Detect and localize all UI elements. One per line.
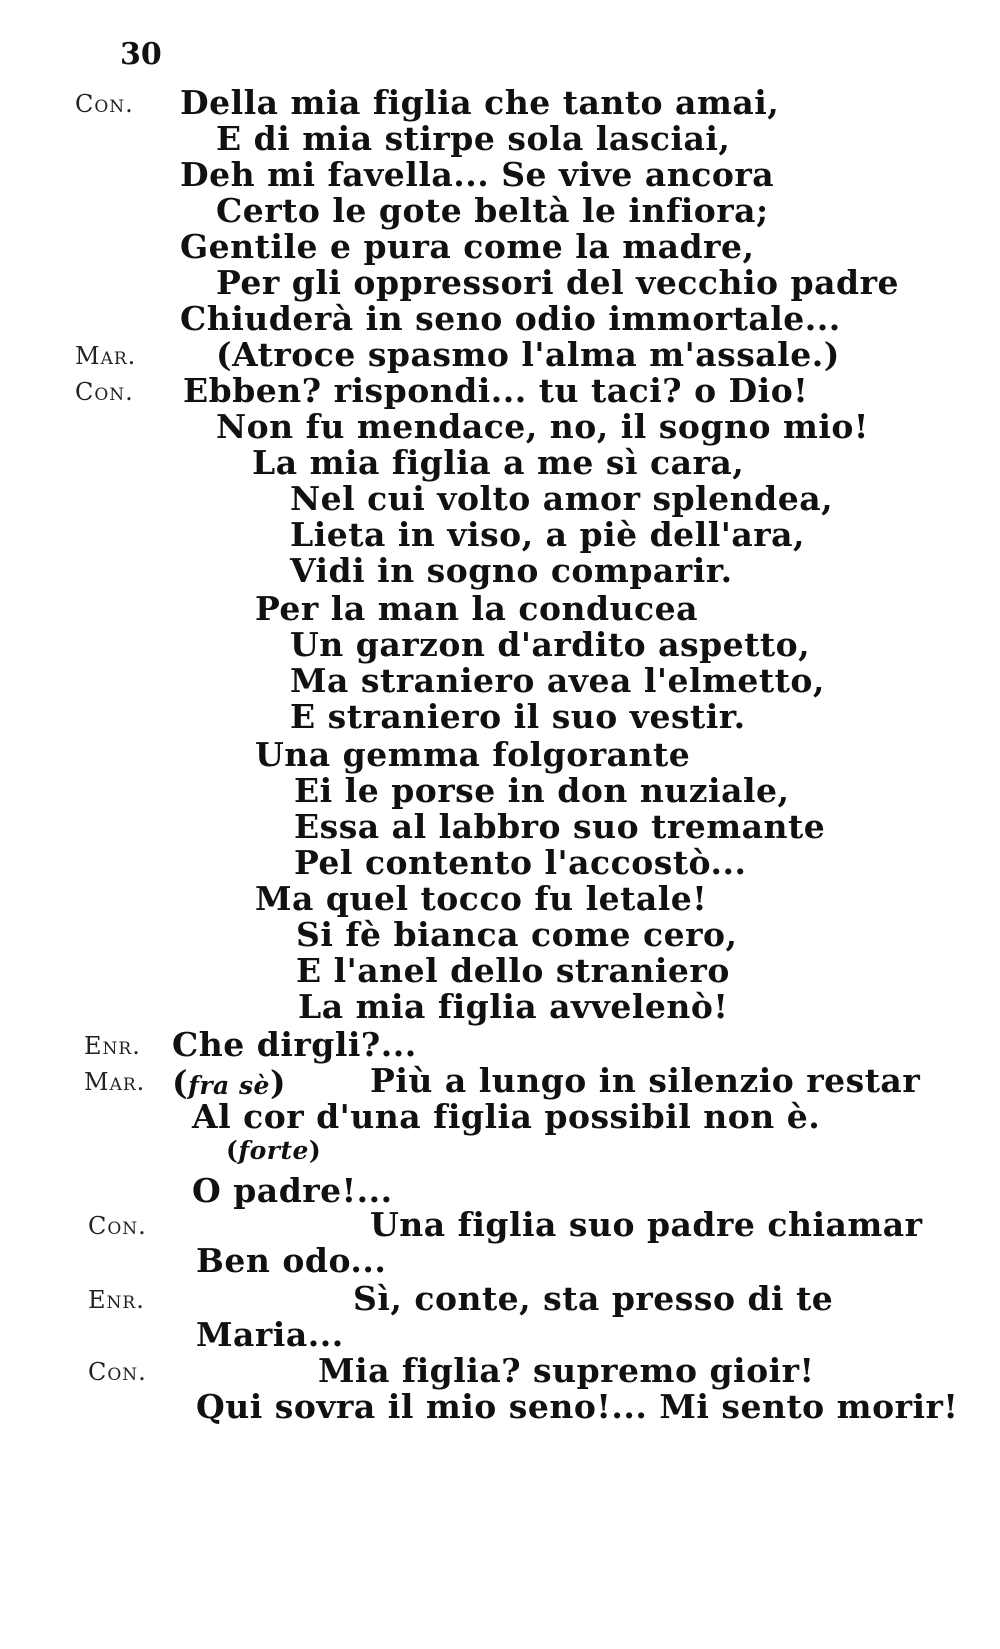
verse-line: O padre!... bbox=[192, 1171, 393, 1210]
verse-line: Sì, conte, sta presso di te bbox=[353, 1279, 834, 1318]
verse-line: Mia figlia? supremo gioir! bbox=[318, 1351, 815, 1390]
verse-line: Un garzon d'ardito aspetto, bbox=[290, 625, 811, 664]
verse-line: Più a lungo in silenzio restar bbox=[370, 1061, 921, 1100]
verse-line: Certo le gote beltà le infiora; bbox=[216, 191, 769, 230]
verse-line: Chiuderà in seno odio immortale... bbox=[180, 299, 841, 338]
verse-line: Lieta in viso, a piè dell'ara, bbox=[290, 515, 805, 554]
verse-line: Che dirgli?... bbox=[172, 1025, 417, 1064]
verse-line: E l'anel dello straniero bbox=[296, 951, 730, 990]
stage-direction-text: forte bbox=[238, 1136, 309, 1165]
speaker-con: Con. bbox=[88, 1358, 147, 1386]
verse-line: (Atroce spasmo l'alma m'assale.) bbox=[216, 335, 840, 374]
verse-line: Ben odo... bbox=[196, 1241, 387, 1280]
speaker-con: Con. bbox=[75, 90, 134, 118]
verse-line: Vidi in sogno comparir. bbox=[290, 551, 733, 590]
verse-line: Una gemma folgorante bbox=[255, 735, 691, 774]
verse-line: Deh mi favella... Se vive ancora bbox=[180, 155, 775, 194]
verse-line: Non fu mendace, no, il sogno mio! bbox=[216, 407, 869, 446]
verse-line: Ma quel tocco fu letale! bbox=[255, 879, 708, 918]
verse-line: La mia figlia avvelenò! bbox=[298, 987, 729, 1026]
verse-line: Qui sovra il mio seno!... Mi sento morir! bbox=[196, 1387, 959, 1426]
verse-line: Per gli oppressori del vecchio padre bbox=[216, 263, 899, 302]
page-number: 30 bbox=[120, 37, 162, 72]
speaker-mar: Mar. bbox=[84, 1068, 146, 1096]
verse-line: La mia figlia a me sì cara, bbox=[252, 443, 745, 482]
verse-line: Si fè bianca come cero, bbox=[296, 915, 738, 954]
verse-line: Una figlia suo padre chiamar bbox=[370, 1205, 923, 1244]
speaker-enr: Enr. bbox=[84, 1032, 141, 1060]
speaker-con: Con. bbox=[75, 378, 134, 406]
verse-line: Ma straniero avea l'elmetto, bbox=[290, 661, 825, 700]
stage-direction: (fra sè) bbox=[172, 1063, 287, 1102]
verse-line: Ebben? rispondi... tu taci? o Dio! bbox=[183, 371, 809, 410]
speaker-mar: Mar. bbox=[75, 342, 137, 370]
verse-line: Essa al labbro suo tremante bbox=[294, 807, 826, 846]
verse-line: Gentile e pura come la madre, bbox=[180, 227, 755, 266]
verse-line: E di mia stirpe sola lasciai, bbox=[216, 119, 731, 158]
verse-line: Ei le porse in don nuziale, bbox=[294, 771, 790, 810]
verse-line: Della mia figlia che tanto amai, bbox=[180, 83, 780, 122]
speaker-enr: Enr. bbox=[88, 1286, 145, 1314]
stage-direction-text: fra sè bbox=[188, 1071, 270, 1100]
speaker-con: Con. bbox=[88, 1212, 147, 1240]
verse-line: Pel contento l'accostò... bbox=[294, 843, 747, 882]
verse-line: Nel cui volto amor splendea, bbox=[290, 479, 834, 518]
verse-line: Per la man la conducea bbox=[255, 589, 699, 628]
verse-line: Al cor d'una figlia possibil non è. bbox=[192, 1097, 821, 1136]
verse-line: Maria... bbox=[196, 1315, 344, 1354]
verse-line: E straniero il suo vestir. bbox=[290, 697, 746, 736]
stage-direction: (forte) bbox=[226, 1136, 322, 1165]
